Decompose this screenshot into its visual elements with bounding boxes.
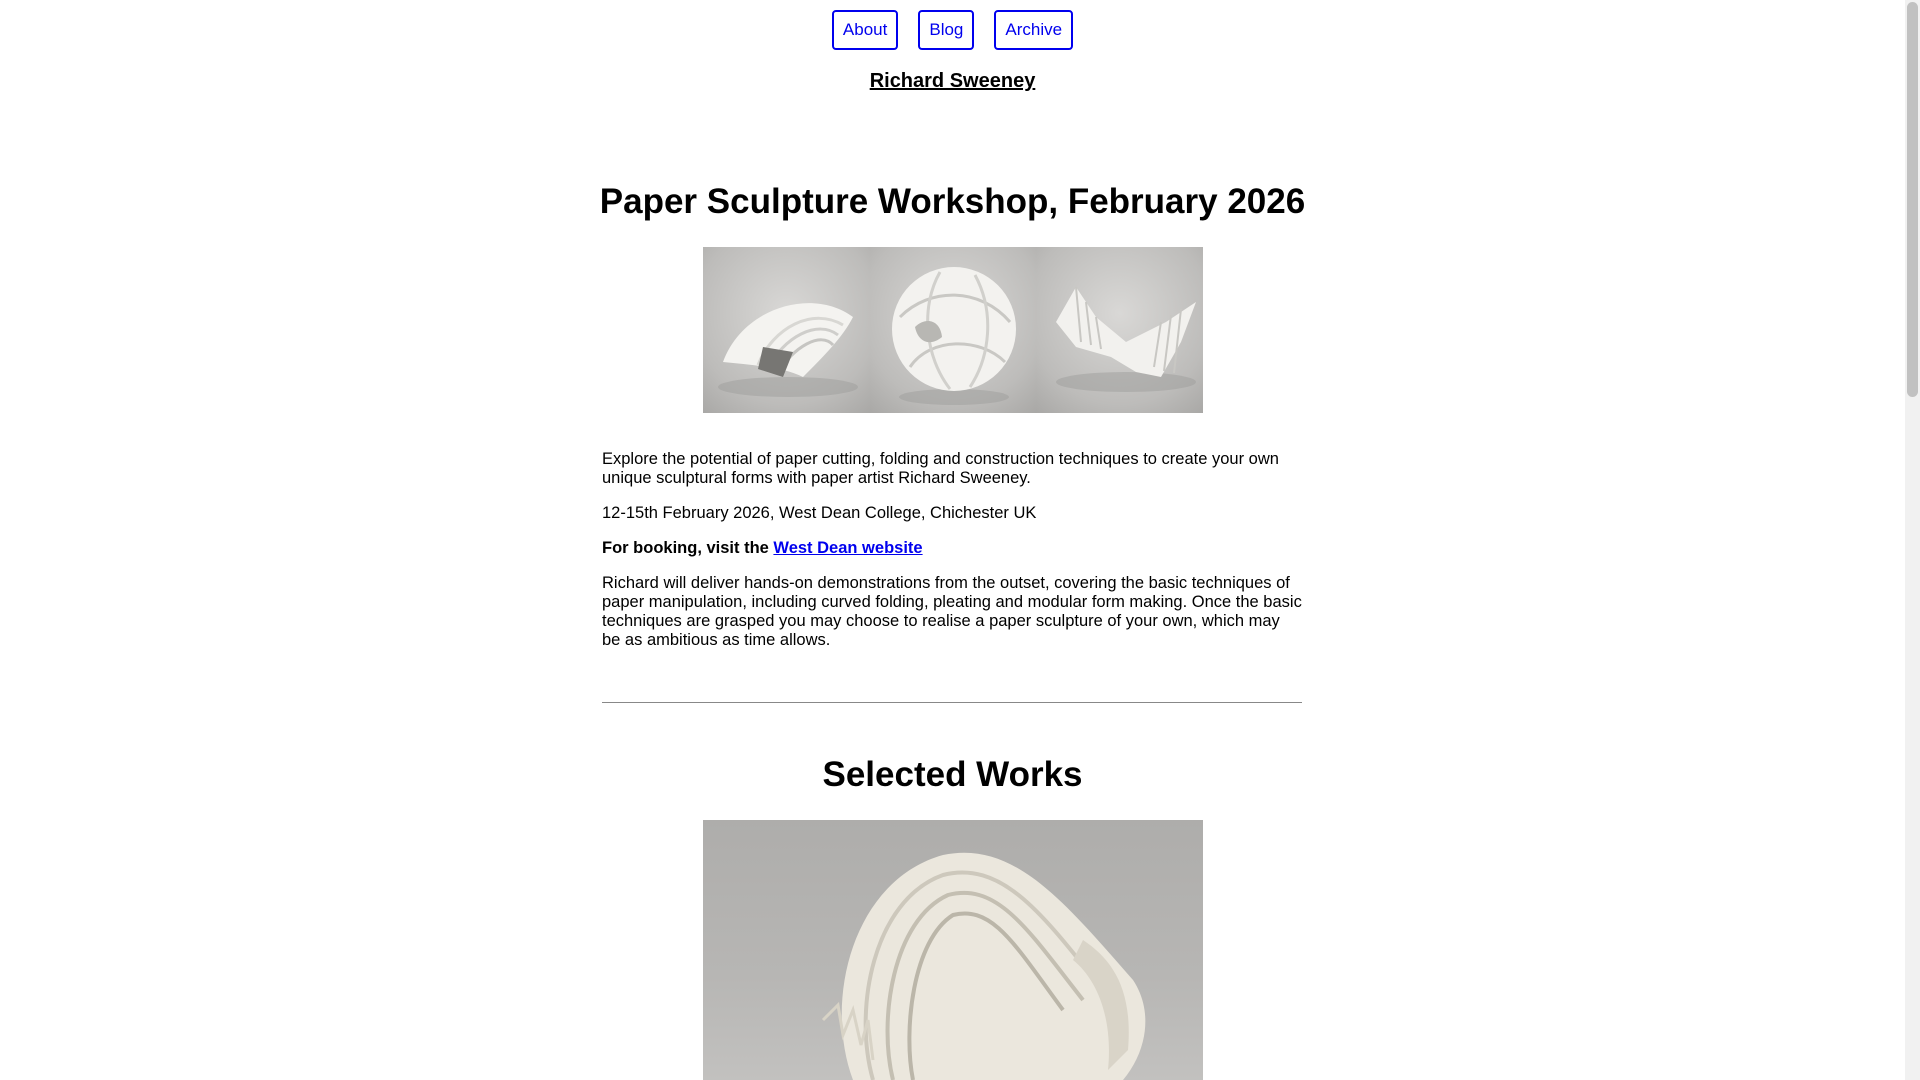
- workshop-description: Richard will deliver hands-on demonstrations from the outset, covering the basic techniques of paper manipulation, including curved folding, pleating and modular form making. Once the basic techniques are grasped you may choose to realise a paper sculpture of your own, which may be as ambitious as time allows.: [602, 574, 1302, 649]
- selected-works-title: Selected Works: [822, 755, 1083, 794]
- workshop-content: [602, 450, 1302, 666]
- nav-about-button[interactable]: About: [832, 10, 898, 50]
- sculpture-image-sphere[interactable]: [870, 247, 1037, 413]
- sculpture-image-pleated[interactable]: [1036, 247, 1203, 413]
- featured-work-image[interactable]: [703, 820, 1203, 1080]
- workshop-intro: Explore the potential of paper cutting, folding and construction techniques to create your own unique sculptural forms with paper artist Richard Sweeney.: [602, 450, 1279, 487]
- nav-archive-button[interactable]: Archive: [994, 10, 1073, 50]
- workshop-title: Paper Sculpture Workshop, February 2026: [599, 182, 1306, 221]
- sculpture-image-wave[interactable]: [703, 247, 870, 413]
- workshop-dates: 12-15th February 2026, West Dean College, Chichester UK: [602, 504, 1037, 522]
- workshop-gallery: [703, 247, 1203, 413]
- site-title-link[interactable]: Richard Sweeney: [869, 70, 1036, 92]
- scrollbar-thumb[interactable]: [1907, 2, 1918, 397]
- booking-prefix: For booking, visit the: [602, 539, 774, 557]
- top-nav: [0, 10, 1905, 50]
- nav-blog-button[interactable]: Blog: [918, 10, 974, 50]
- section-divider: [602, 702, 1302, 703]
- vertical-scrollbar[interactable]: [1905, 0, 1920, 1080]
- booking-line: [602, 539, 1302, 558]
- west-dean-link[interactable]: West Dean website: [773, 539, 923, 557]
